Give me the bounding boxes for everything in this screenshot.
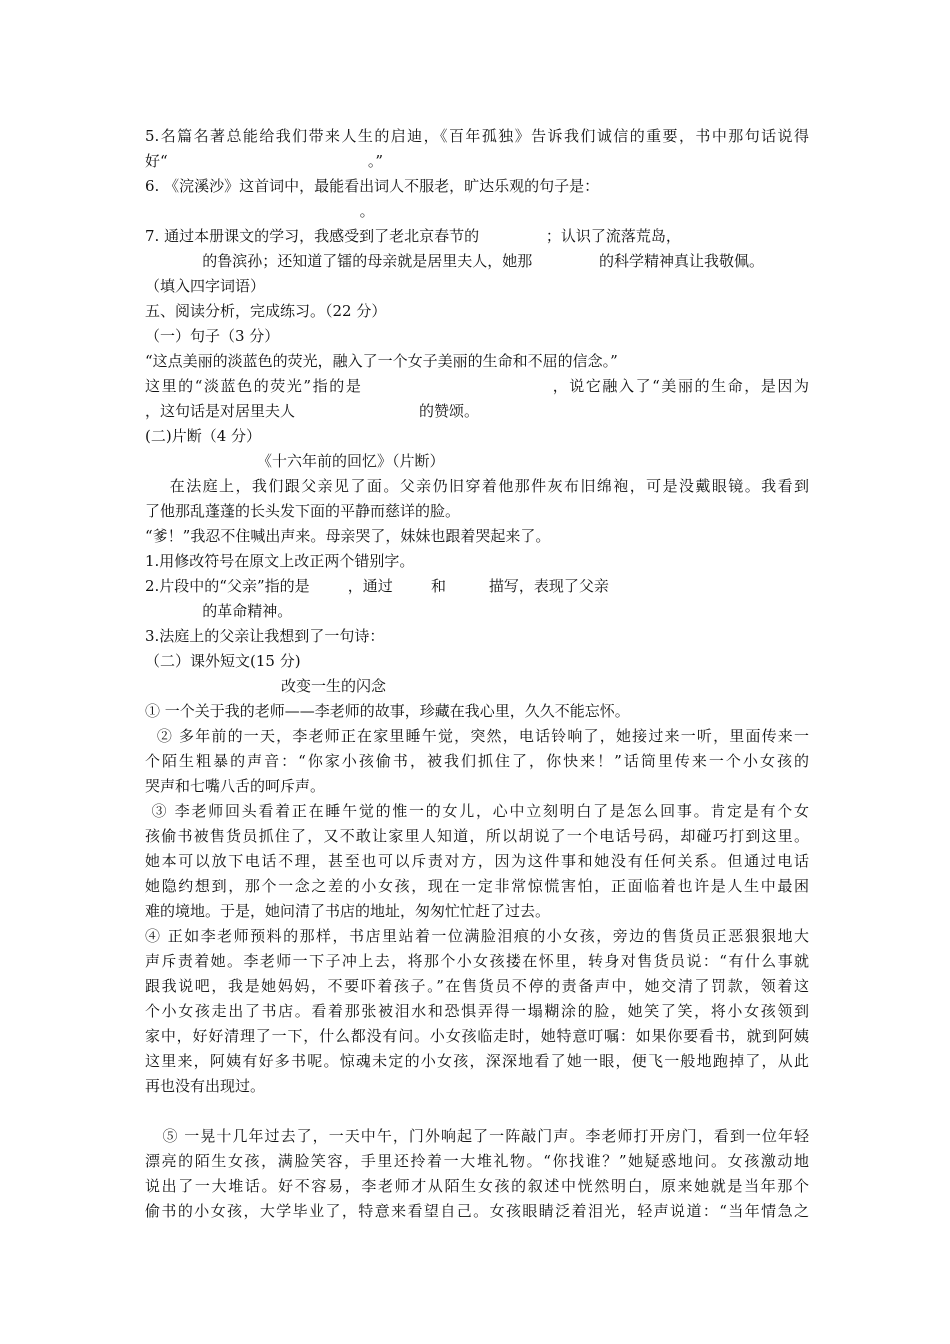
story-paragraph3-line: 她本可以放下电话不理，甚至也可以斥责对方，因为这件事和她没有任何关系。但通过电话	[145, 852, 809, 870]
q7-line2: 的鲁滨孙；还知道了镭的母亲就是居里夫人，她那 的科学精神真让我敬佩。	[145, 252, 764, 270]
part2-question2-line1: 2.片段中的“父亲”指的是 ，通过 和 描写，表现了父亲	[145, 577, 609, 595]
story-paragraph2-line: ② 多年前的一天，李老师正在家里睡午觉，突然，电话铃响了，她接过来一听，里面传来一	[145, 727, 809, 745]
excerpt-paragraph1-line2: 了他那乱蓬蓬的长头发下面的平静而慈详的脸。	[145, 502, 461, 520]
excerpt-paragraph2: “爹！”我忍不住喊出声来。母亲哭了，妹妹也跟着哭起来了。	[145, 527, 551, 545]
story-paragraph5-line: ⑤ 一晃十几年过去了，一天中午，门外响起了一阵敲门声。李老师打开房门，看到一位年轻	[145, 1127, 809, 1145]
part2-question2-line2: 的革命精神。	[145, 602, 293, 620]
q6-line1: 6. 《浣溪沙》这首词中，最能看出词人不服老，旷达乐观的句子是：	[145, 177, 600, 195]
story-paragraph3-line: 难的境地。于是，她问清了书店的地址，匆匆忙忙赶了过去。	[145, 902, 551, 920]
part1-title: （一）句子（3 分）	[145, 327, 280, 345]
story-paragraph4-line: ④ 正如李老师预料的那样，书店里站着一位满脸泪痕的小女孩，旁边的售货员正恶狠狠地大	[145, 927, 809, 945]
q7-line3: （填入四字词语）	[145, 277, 266, 295]
q7-line1: 7. 通过本册课文的学习，我感受到了老北京春节的 ；认识了流落荒岛，	[145, 227, 681, 245]
story-paragraph4-line: 家中，好好清理了一下，什么都没有问。小女孩临走时，她特意叮嘱：如果你要看书，就到阿姨	[145, 1027, 809, 1045]
quoted-sentence: “这点美丽的淡蓝色的荧光，融入了一个女子美丽的生命和不屈的信念。”	[145, 352, 618, 370]
part2-question1: 1.用修改符号在原文上改正两个错别字。	[145, 552, 415, 570]
story-paragraph4-line: 声斥责着她。李老师一下子冲上去，将那个小女孩搂在怀里，转身对售货员说：“有什么事就	[145, 952, 809, 970]
part2-title: (二)片断（4 分）	[145, 427, 262, 445]
part3-title: （二）课外短文(15 分)	[145, 652, 301, 670]
part1-question-line2: ，这句话是对居里夫人 的赞颂。	[145, 402, 479, 420]
story-paragraph4-line: 这里来，阿姨有好多书呢。惊魂未定的小女孩，深深地看了她一眼，便飞一般地跑掉了，从此	[145, 1052, 809, 1070]
story-paragraph2-line: 哭声和七嘴八舌的呵斥声。	[145, 777, 326, 795]
paragraph-gap	[145, 1099, 809, 1124]
q5-line1: 5.名篇名著总能给我们带来人生的启迪，《百年孤独》告诉我们诚信的重要，书中那句话说得	[145, 127, 809, 145]
q6-line2: 。	[145, 202, 375, 220]
part1-question-line1: 这里的“淡蓝色的荧光”指的是 ，说它融入了“美丽的生命，是因为	[145, 377, 809, 395]
q5-line2: 好“ 。”	[145, 152, 384, 170]
story-paragraph4-line: 个小女孩走出了书店。看着那张被泪水和恐惧弄得一塌糊涂的脸，她笑了笑，将小女孩领到	[145, 1002, 809, 1020]
story-paragraph5-line: 偷书的小女孩，大学毕业了，特意来看望自己。女孩眼睛泛着泪光，轻声说道：“当年情急之	[145, 1202, 809, 1220]
story-paragraph5-line: 说出了一大堆话。好不容易，李老师才从陌生女孩的叙述中恍然明白，原来她就是当年那个	[145, 1177, 809, 1195]
story-paragraph5-line: 漂亮的陌生女孩，满脸笑容，手里还拎着一大堆礼物。“你找谁？”她疑惑地问。女孩激动地	[145, 1152, 809, 1170]
part2-question3: 3.法庭上的父亲让我想到了一句诗：	[145, 627, 385, 645]
story-paragraph4-line: 跟我说吧，我是她妈妈，不要吓着孩子。”在售货员不停的责备声中，她交清了罚款，领着这	[145, 977, 809, 995]
story-paragraph3-line: 她隐约想到，那个一念之差的小女孩，现在一定非常惊慌害怕，正面临着也许是人生中最困	[145, 877, 809, 895]
excerpt-paragraph1-line1: 在法庭上，我们跟父亲见了面。父亲仍旧穿着他那件灰布旧绵袍，可是没戴眼镜。我看到	[145, 477, 809, 495]
story-paragraph3-line: 孩偷书被售货员抓住了，又不敢让家里人知道，所以胡说了一个电话号码，却碰巧打到这里。	[145, 827, 809, 845]
story-title: 改变一生的闪念	[281, 677, 387, 695]
excerpt-title: 《十六年前的回忆》（片断）	[257, 452, 445, 470]
story-paragraph3-line: ③ 李老师回头看着正在睡午觉的惟一的女儿，心中立刻明白了是怎么回事。肯定是有个女	[145, 802, 809, 820]
story-paragraph2-line: 个陌生粗暴的声音：“你家小孩偷书，被我们抓住了，你快来！”话筒里传来一个小女孩的	[145, 752, 809, 770]
story-paragraph1: ① 一个关于我的老师——李老师的故事，珍藏在我心里，久久不能忘怀。	[145, 702, 630, 720]
section5-title: 五、阅读分析，完成练习。（22 分）	[145, 302, 387, 320]
story-paragraph4-line: 再也没有出现过。	[145, 1077, 266, 1095]
document-page	[145, 124, 809, 1224]
